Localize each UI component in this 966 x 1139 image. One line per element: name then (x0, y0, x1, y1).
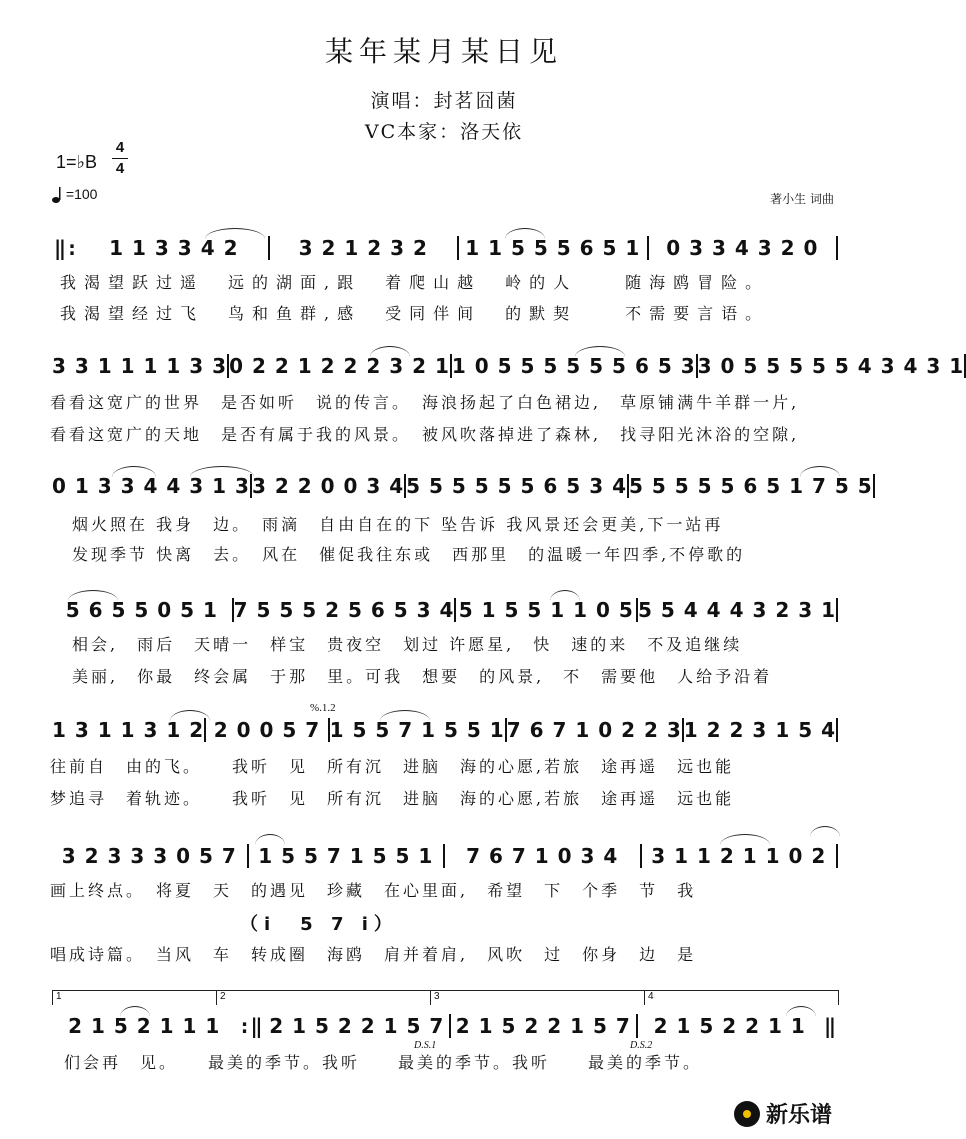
measure: 3 0 5 5 5 5 5 4 3 4 3 1 (697, 354, 965, 378)
measure: 3 2 3 3 3 0 5 7 (61, 844, 237, 868)
measure: 3 2 1 2 3 2 (298, 236, 428, 260)
tempo-mark (52, 186, 97, 204)
tie-arc (575, 346, 625, 357)
measure: 2 1 5 2 1 1 1 (68, 1014, 221, 1038)
slur-arc (112, 466, 156, 477)
measure: 3 3 1 1 1 1 3 3 (52, 354, 228, 378)
volta-bracket-2: 2 (216, 990, 430, 1005)
lyric-line: 我渴望经过飞 鸟和鱼群,感 受同伴间 的默契 不需要言语。 (60, 304, 770, 323)
lyric-line: 烟火照在 我身 边。 雨滴 自由自在的下 坠告诉 我风景还会更美,下一站再 (72, 515, 724, 534)
measure: 2 1 5 2 2 1 1 (653, 1014, 806, 1038)
time-numerator: 4 (115, 139, 125, 156)
key-signature: 1=♭B (56, 152, 98, 172)
dal-segno-1: D.S.1 (414, 1040, 437, 1051)
barline (836, 844, 838, 868)
measure: 1 5 5 7 1 5 5 1 (329, 718, 505, 742)
measure: 1 5 5 7 1 5 5 1 (258, 844, 434, 868)
slur-arc (120, 1006, 150, 1017)
measure: 1 3 1 1 3 1 2 (52, 718, 205, 742)
lyric-line: 往前自 由的飞。 我听 见 所有沉 进脑 海的心愿,若旅 途再遥 远也能 (50, 757, 735, 776)
barline (836, 598, 838, 622)
score-row-4 (52, 596, 838, 622)
measure: 5 5 4 4 4 3 2 3 1 (638, 598, 836, 622)
score-row-1 (52, 234, 838, 260)
measure: 5 5 5 5 5 5 6 5 3 4 (406, 474, 627, 498)
measure: 2 1 5 2 2 1 5 7 (455, 1014, 631, 1038)
repeat-start-sign: ‖: (54, 236, 79, 260)
final-barline: ‖ (823, 1014, 837, 1038)
measure: 5 6 5 5 0 5 1 (65, 598, 218, 622)
tie-arc (720, 834, 770, 845)
lyric-line: 相会, 雨后 天晴一 样宝 贵夜空 划过 许愿星, 快 速的来 不及追继续 (72, 635, 743, 654)
alternate-notes: （i 5 7 i） (240, 914, 398, 935)
measure: 0 1 3 3 4 4 3 1 3 (52, 474, 250, 498)
tie-arc (190, 466, 254, 477)
measure: 3 1 1 2 1 1 0 2 (651, 844, 827, 868)
measure: 0 3 3 4 3 2 0 (666, 236, 819, 260)
score-row-2 (52, 352, 965, 378)
vc-credit: VC本家：洛天依 (364, 121, 524, 143)
record-disc-icon (734, 1101, 760, 1127)
lyric-line: 美丽, 你最 终会属 于那 里。可我 想要 的风景, 不 需要他 人给予沿着 (72, 667, 773, 686)
lyric-line: 看看这宽广的世界 是否如听 说的传言。 海浪扬起了白色裙边, 草原铺满牛羊群一片, (50, 393, 800, 412)
volta-bracket-3: 3 (430, 990, 644, 1005)
lyric-line: 们会再 见。 最美的季节。我听 最美的季节。我听 最美的季节。 (64, 1053, 703, 1072)
tie-arc (550, 590, 580, 601)
measure: 7 6 7 1 0 2 2 3 (506, 718, 682, 742)
dal-segno-2: D.S.2 (630, 1040, 653, 1051)
score-row-7 (52, 1012, 838, 1038)
tie-arc (800, 466, 840, 477)
measure: 0 2 2 1 2 2 2 3 2 1 (229, 354, 450, 378)
measure: 7 6 7 1 0 3 4 (466, 844, 619, 868)
lyric-line: 看看这宽广的天地 是否有属于我的风景。 被风吹落掉进了森林, 找寻阳光沐浴的空隙, (50, 425, 800, 444)
barline (836, 236, 838, 260)
lyric-line: 唱成诗篇。 当风 车 转成圈 海鸥 肩并着肩, 风吹 过 你身 边 是 (50, 945, 697, 964)
slur-arc (786, 1006, 816, 1017)
volta-bracket-4: 4 (644, 990, 839, 1005)
tie-arc (370, 346, 410, 357)
time-signature (112, 138, 128, 179)
singer-credit: 演唱：封茗囧菌 (370, 90, 518, 112)
slur-arc (380, 710, 430, 721)
lyric-line: 画上终点。 将夏 天 的遇见 珍藏 在心里面, 希望 下 个季 节 我 (50, 881, 697, 900)
volta-bracket-1: 1 (52, 990, 216, 1005)
tie-arc (810, 826, 840, 837)
site-logo (734, 1098, 832, 1129)
lyric-line: 发现季节 快离 去。 风在 催促我往东或 西那里 的温暖一年四季,不停歌的 (72, 545, 746, 564)
lyric-line: 梦追寻 着轨迹。 我听 见 所有沉 进脑 海的心愿,若旅 途再遥 远也能 (50, 789, 735, 808)
measure: 1 1 3 3 4 2 (109, 236, 239, 260)
repeat-end-sign: :‖ (238, 1014, 263, 1038)
lyric-line: 我渴望跃过遥 远的湖面,跟 着爬山越 岭的人 随海鸥冒险。 (60, 273, 770, 292)
barline (873, 474, 875, 498)
tie-arc (68, 590, 118, 601)
score-row-6 (52, 842, 838, 868)
song-title: 某年某月某日见 (324, 35, 563, 68)
measure: 1 2 2 3 1 5 4 (683, 718, 836, 742)
slur-arc (255, 834, 285, 845)
measure: 1 1 5 5 5 6 5 1 (465, 236, 641, 260)
segno-sign: %.1.2 (310, 702, 336, 714)
measure: 7 5 5 5 2 5 6 5 3 4 (233, 598, 455, 622)
quarter-note-icon (52, 186, 62, 204)
composer-credit: 著小生 词曲 (770, 192, 834, 206)
tie-arc (205, 228, 265, 239)
measure: 2 1 5 2 2 1 5 7 (269, 1014, 445, 1038)
tie-arc (170, 710, 210, 721)
measure: 5 1 5 5 1 1 0 5 (458, 598, 634, 622)
logo-text: 新乐谱 (765, 1103, 832, 1128)
measure: 5 5 5 5 5 6 5 1 7 5 5 (628, 474, 873, 498)
barline (836, 718, 838, 742)
score-row-3 (52, 472, 873, 498)
tempo-value: =100 (65, 186, 98, 202)
measure: 1 0 5 5 5 5 5 5 6 5 3 (451, 354, 696, 378)
tie-arc (505, 228, 545, 239)
measure: 2 0 0 5 7 (213, 718, 321, 742)
measure: 3 2 2 0 0 3 4 (251, 474, 405, 498)
time-denominator: 4 (112, 158, 128, 179)
